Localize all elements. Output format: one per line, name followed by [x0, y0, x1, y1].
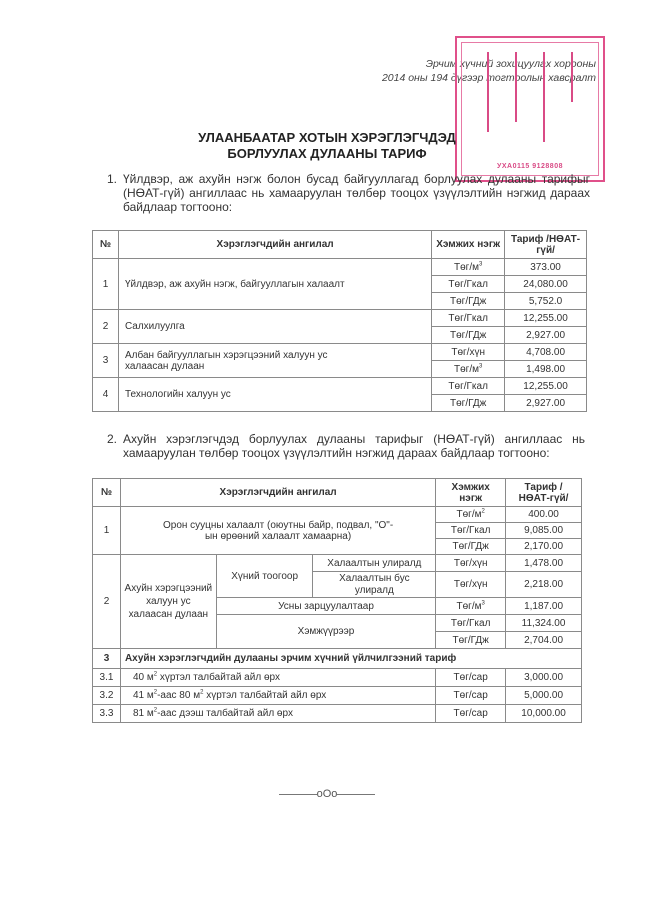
table-row [93, 259, 587, 276]
header-tariff: Тариф /НӨАТ-гүй/ [506, 479, 582, 507]
table-row [93, 507, 582, 523]
section-2-paragraph [107, 432, 585, 460]
end-rule-right [337, 794, 375, 795]
header-unit: Хэмжих нэгж [432, 231, 505, 259]
row-no: 1 [93, 259, 119, 310]
row-category: 41 $м^2$-аас 80 $м^2$ хүртэл талбайтай айл өрх [120, 687, 435, 705]
row-unit: Төг/хүн [436, 555, 506, 572]
stamp-script-column [515, 52, 527, 122]
table-header-row [93, 231, 587, 259]
row-unit: Төг/ГДж [432, 293, 505, 310]
row-tariff: 1,478.00 [506, 555, 582, 572]
row-unit: Төг/$м^3$ [432, 259, 505, 276]
table-row [93, 687, 582, 705]
annex-line-1: Эрчим хүчний зохицуулах хорооны [425, 58, 596, 70]
header-tariff: Тариф /НӨАТ-гүй/ [505, 231, 587, 259]
end-mark-text: oOo [316, 788, 338, 800]
annex-line-2: 2014 оны 194 дүгээр тогтоолын хавсралт [381, 72, 596, 84]
end-rule-left [279, 794, 317, 795]
row-no: 1 [93, 507, 121, 555]
table-row [93, 669, 582, 687]
row-tariff: 5,000.00 [506, 687, 582, 705]
row-unit: Төг/сар [436, 705, 506, 723]
row-no: 3.1 [93, 669, 121, 687]
row-unit: Төг/Гкал [436, 615, 506, 632]
row-unit: Төг/ГДж [432, 395, 505, 412]
title-line-1: УЛААНБААТАР ХОТЫН ХЭРЭГЛЭГЧДЭД [198, 130, 456, 145]
row-category: 81 $м^2$-аас дээш талбайтай айл өрх [120, 705, 435, 723]
row-unit: Төг/Гкал [436, 523, 506, 539]
stamp-script-column [543, 52, 555, 142]
by-consumption-label: Усны зарцуулалтаар [216, 598, 435, 615]
title-line-2: БОРЛУУЛАХ ДУЛААНЫ ТАРИФ [227, 146, 427, 161]
per-person-label: Хүний тоогоор [216, 555, 313, 598]
row-tariff: 2,218.00 [506, 572, 582, 598]
header-unit: Хэмжих нэгж [436, 479, 506, 507]
row-tariff: 2,927.00 [505, 395, 587, 412]
heating-season-label: Халаалтын улиралд [313, 555, 436, 572]
table-row [93, 555, 582, 572]
table-section-row [93, 649, 582, 669]
industrial-tariff-table [92, 230, 587, 412]
document-title [0, 130, 654, 162]
section-2-text: Ахуйн хэрэглэгчдэд борлуулах дулааны тарифыг (НӨАТ-гүй) ангиллаас нь хамааруулан төлбөр тооцох үзүүлэлтийн нэгжид дараах байдлаар тогтооно: [123, 432, 585, 460]
row-category: Салхилуулга [118, 310, 431, 344]
row-tariff: 373.00 [505, 259, 587, 276]
row-tariff: 11,324.00 [506, 615, 582, 632]
row-unit: Төг/$м^2$ [436, 507, 506, 523]
row-unit: Төг/хүн [432, 344, 505, 361]
row-tariff: 12,255.00 [505, 378, 587, 395]
header-category: Хэрэглэгчдийн ангилал [120, 479, 435, 507]
row-unit: Төг/ГДж [436, 632, 506, 649]
table-row [93, 705, 582, 723]
row-tariff: 10,000.00 [506, 705, 582, 723]
row-unit: Төг/$м^3$ [432, 361, 505, 378]
row-category: Ахуйн хэрэгцээний халуун ус халаасан дулаан [120, 555, 216, 649]
row-no: 2 [93, 310, 119, 344]
row-unit: Төг/сар [436, 669, 506, 687]
row-unit: Төг/Гкал [432, 276, 505, 293]
stamp-script-column [571, 52, 583, 102]
by-meter-label: Хэмжүүрээр [216, 615, 435, 649]
row-unit: Төг/ГДж [436, 539, 506, 555]
row-unit: Төг/сар [436, 687, 506, 705]
row-no: 3.3 [93, 705, 121, 723]
table-row [93, 344, 587, 361]
row-tariff: 400.00 [506, 507, 582, 523]
row-no: 3 [93, 344, 119, 378]
row-unit: Төг/ГДж [432, 327, 505, 344]
row-tariff: 3,000.00 [506, 669, 582, 687]
row-no: 3.2 [93, 687, 121, 705]
household-tariff-table [92, 478, 582, 723]
row-tariff: 1,498.00 [505, 361, 587, 378]
row-category: Орон сууцны халаалт (оюутны байр, подвал, "О"-ын өрөөний халаалт хамаарна) [120, 507, 435, 555]
row-tariff: 1,187.00 [506, 598, 582, 615]
row-tariff: 2,170.00 [506, 539, 582, 555]
section-1-paragraph [107, 172, 590, 214]
row-tariff: 9,085.00 [506, 523, 582, 539]
row-tariff: 24,080.00 [505, 276, 587, 293]
table-row [93, 310, 587, 327]
row-tariff: 5,752.0 [505, 293, 587, 310]
stamp-script-column [487, 52, 499, 132]
section-1-text: Үйлдвэр, аж ахуйн нэгж болон бусад байгууллагад борлуулах дулааны тарифыг (НӨАТ-гүй) ангиллаас нь хамааруулан төлбөр тооцох үзүүлэлтийн нэгжид дараах байдлаар тогтооно: [123, 172, 590, 214]
non-heating-season-label: Халаалтын бус улиралд [313, 572, 436, 598]
row-unit: Төг/Гкал [432, 310, 505, 327]
header-no: № [93, 479, 121, 507]
row-category: Албан байгууллагын хэрэгцээний халуун ус халаасан дулаан [118, 344, 431, 378]
section-1-number: 1. [107, 172, 118, 186]
row-no: 4 [93, 378, 119, 412]
stamp-code: УХА0115 9128808 [497, 163, 563, 170]
row-unit: Төг/Гкал [432, 378, 505, 395]
row-category: Технологийн халуун ус [118, 378, 431, 412]
row-no: 3 [93, 649, 121, 669]
row-tariff: 2,927.00 [505, 327, 587, 344]
end-of-document-mark [0, 788, 654, 800]
row-tariff: 12,255.00 [505, 310, 587, 327]
row-tariff: 4,708.00 [505, 344, 587, 361]
section-3-title: Ахуйн хэрэглэгчдийн дулааны эрчим хүчний үйлчилгээний тариф [120, 649, 581, 669]
table-row [93, 378, 587, 395]
row-no: 2 [93, 555, 121, 649]
row-unit: Төг/хүн [436, 572, 506, 598]
row-unit: Төг/$м^3$ [436, 598, 506, 615]
row-category: 40 $м^2$ хүртэл талбайтай айл өрх [120, 669, 435, 687]
header-no: № [93, 231, 119, 259]
row-tariff: 2,704.00 [506, 632, 582, 649]
header-category: Хэрэглэгчдийн ангилал [118, 231, 431, 259]
section-2-number: 2. [107, 432, 118, 446]
table-header-row [93, 479, 582, 507]
row-category: Үйлдвэр, аж ахуйн нэгж, байгууллагын халаалт [118, 259, 431, 310]
